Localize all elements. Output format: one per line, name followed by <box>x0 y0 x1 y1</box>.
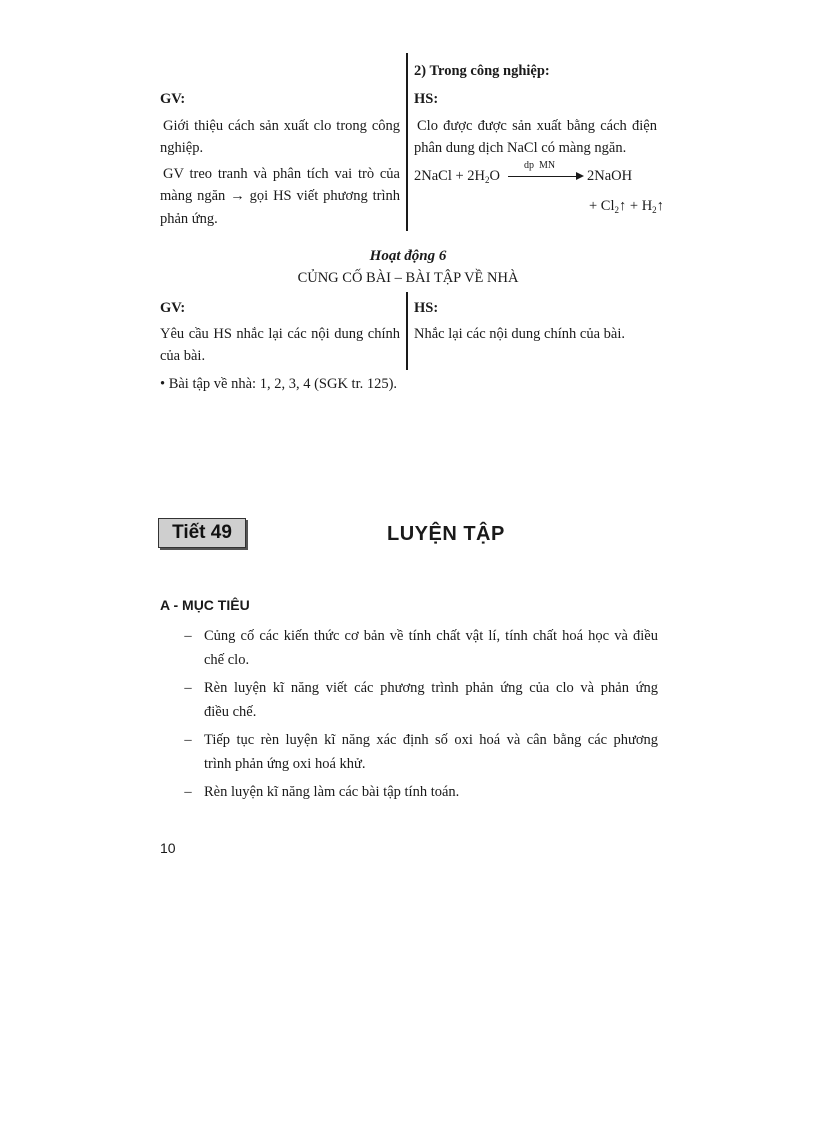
hs-text-line: phân dung dịch NaCl có màng ngăn. <box>414 140 627 156</box>
section-heading: A - MỤC TIÊU <box>160 597 250 613</box>
column-divider-2 <box>406 292 408 370</box>
objective-line: Tiếp tục rèn luyện kĩ năng xác định số oxi hoá và cân bằng các phương <box>204 732 658 748</box>
hs-text-line: Nhắc lại các nội dung chính của bài. <box>414 326 625 342</box>
gv-label: GV: <box>160 91 186 107</box>
dash-bullet: – <box>184 732 192 748</box>
objective-line: chế clo. <box>204 652 250 668</box>
gv-text-line: GV treo tranh và phân tích vai trò của <box>163 166 400 182</box>
hs-label-2: HS: <box>414 300 439 316</box>
hs-label: HS: <box>414 91 439 107</box>
reaction-arrow-icon <box>508 176 578 177</box>
objective-line: Rèn luyện kĩ năng viết các phương trình phản ứng của clo và phản ứng <box>204 680 658 696</box>
gv-text-line: Yêu cầu HS nhắc lại các nội dung chính <box>160 326 400 342</box>
gv-text-line: nghiệp. <box>160 140 204 156</box>
equation-condition: dp MN <box>524 160 556 171</box>
gv-label-2: GV: <box>160 300 186 316</box>
column-divider-1 <box>406 53 408 231</box>
right-heading: 2) Trong công nghiệp: <box>414 63 550 79</box>
gv-text-line: của bài. <box>160 348 206 364</box>
reaction-arrow-head-icon <box>576 172 584 180</box>
gv-text-line: màng ngăn → gọi HS viết phương trình <box>160 188 400 204</box>
lesson-number-badge: Tiết 49 <box>158 518 246 548</box>
lesson-title: LUYỆN TẬP <box>387 523 505 545</box>
dash-bullet: – <box>184 628 192 644</box>
page-number: 10 <box>160 840 176 856</box>
activity-title: Hoạt động 6 <box>369 248 447 264</box>
dash-bullet: – <box>184 784 192 800</box>
objective-line: Củng cố các kiến thức cơ bản về tính chất vật lí, tính chất hoá học và điều <box>204 628 658 644</box>
hs-text-line: Clo được được sản xuất bằng cách điện <box>417 118 657 134</box>
gv-text-line: Giới thiệu cách sản xuất clo trong công <box>163 118 400 134</box>
homework-note: • Bài tập về nhà: 1, 2, 3, 4 (SGK tr. 125). <box>160 376 398 392</box>
objective-line: Rèn luyện kĩ năng làm các bài tập tính toán. <box>204 784 460 800</box>
equation-left: 2NaCl + $2H_2O$ <box>414 168 500 185</box>
objective-line: điều chế. <box>204 704 257 720</box>
equation-products: + $Cl_2↑$ + $H_2↑$ <box>589 198 664 215</box>
dash-bullet: – <box>184 680 192 696</box>
equation-right: 2NaOH <box>587 168 633 184</box>
activity-subtitle: CỦNG CỐ BÀI – BÀI TẬP VỀ NHÀ <box>297 270 519 286</box>
gv-text-line: phản ứng. <box>160 211 218 227</box>
objective-line: trình phản ứng oxi hoá khử. <box>204 756 366 772</box>
